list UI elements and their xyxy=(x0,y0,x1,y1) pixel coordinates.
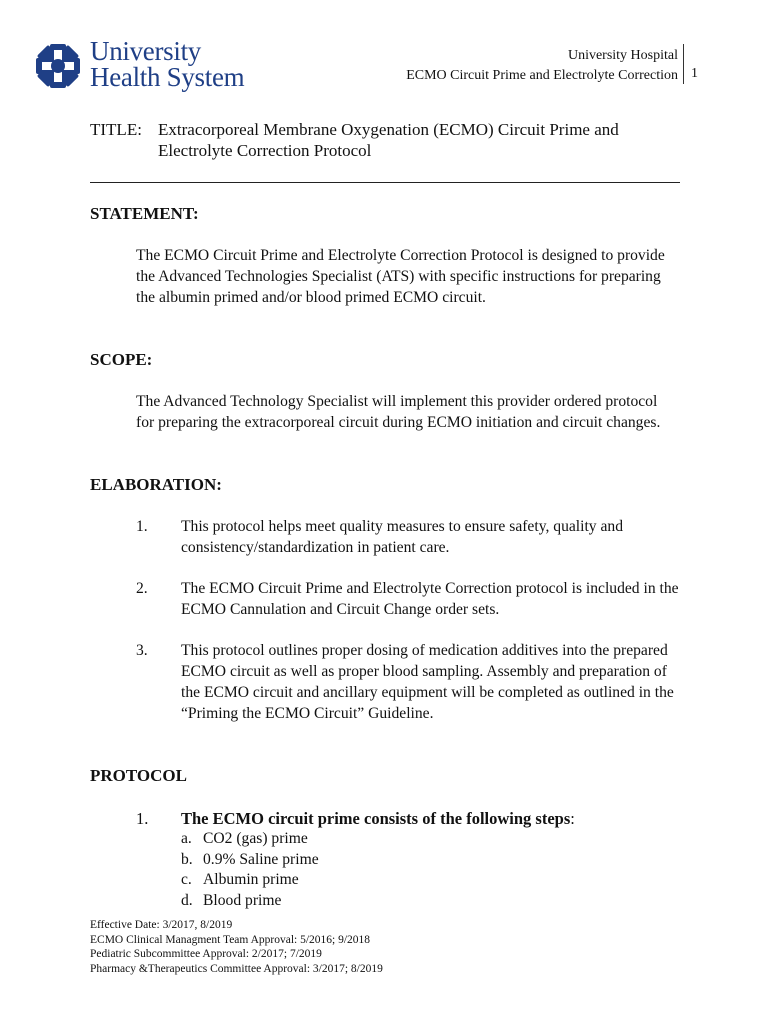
logo-star-icon xyxy=(34,42,82,90)
scope-heading: SCOPE: xyxy=(90,350,153,369)
protocol-item-colon: : xyxy=(570,809,575,828)
footer-line: Pharmacy &Therapeutics Committee Approval: 3/2017; 8/2019 xyxy=(90,962,383,975)
title-text: Extracorporeal Membrane Oxygenation (ECMO) Circuit Prime and Electrolyte Correction Protocol xyxy=(158,120,619,160)
item-text xyxy=(181,808,686,829)
elaboration-heading: ELABORATION: xyxy=(90,475,222,494)
running-header xyxy=(406,46,678,86)
step-letter: a. xyxy=(181,830,192,847)
logo-line-2: Health System xyxy=(90,62,245,92)
item-number: 1. xyxy=(136,518,148,535)
item-number: 3. xyxy=(136,642,148,659)
title-rule xyxy=(90,182,680,183)
footer-line: Effective Date: 3/2017, 8/2019 xyxy=(90,919,233,931)
item-number: 2. xyxy=(136,580,148,597)
item-text: The ECMO Circuit Prime and Electrolyte Correction protocol is included in the ECMO Cannulation and Circuit Change order sets. xyxy=(181,580,679,618)
protocol-heading: PROTOCOL xyxy=(90,766,187,785)
step-letter: b. xyxy=(181,850,193,868)
header-org: University Hospital xyxy=(567,48,678,63)
logo-line-1: University xyxy=(90,36,201,66)
step-text: CO2 (gas) prime xyxy=(203,830,308,847)
header-doc-title: ECMO Circuit Prime and Electrolyte Correction xyxy=(406,68,678,83)
page-number: 1 xyxy=(691,66,698,81)
protocol-item-bold: The ECMO circuit prime consists of the following steps xyxy=(181,809,571,828)
step-letter: d. xyxy=(181,891,193,909)
header-divider xyxy=(683,44,684,84)
step-text: Blood prime xyxy=(203,891,282,909)
logo-text xyxy=(90,38,244,90)
logo xyxy=(34,38,284,98)
item-text: This protocol helps meet quality measures to ensure safety, quality and consistency/standardization in patient care. xyxy=(181,518,623,556)
document-title xyxy=(90,119,690,160)
footer-line: Pediatric Subcommittee Approval: 2/2017; 7/2019 xyxy=(90,948,322,960)
statement-heading: STATEMENT: xyxy=(90,204,199,223)
footer-line: ECMO Clinical Managment Team Approval: 5/2016; 9/2018 xyxy=(90,933,371,946)
title-label: TITLE: xyxy=(90,120,142,139)
step-text: Albumin prime xyxy=(203,871,299,888)
statement-body: The ECMO Circuit Prime and Electrolyte Correction Protocol is designed to provide the Advanced Technologies Specialist (ATS) with specific instructions for preparing the albumin primed and/or blood primed ECMO circuit. xyxy=(136,247,665,306)
step-text: 0.9% Saline prime xyxy=(203,850,319,868)
item-text: This protocol outlines proper dosing of medication additives into the prepared ECMO circuit as well as proper blood sampling. Assembly and preparation of the ECMO circuit and ancillary equipment will be completed as outlined in the “Priming the ECMO Circuit” Guideline. xyxy=(181,642,674,722)
item-number: 1. xyxy=(136,809,149,828)
approval-footer xyxy=(90,918,383,976)
scope-body: The Advanced Technology Specialist will implement this provider ordered protocol for preparing the extracorporeal circuit during ECMO initiation and circuit changes. xyxy=(136,393,661,431)
step-letter: c. xyxy=(181,871,192,888)
